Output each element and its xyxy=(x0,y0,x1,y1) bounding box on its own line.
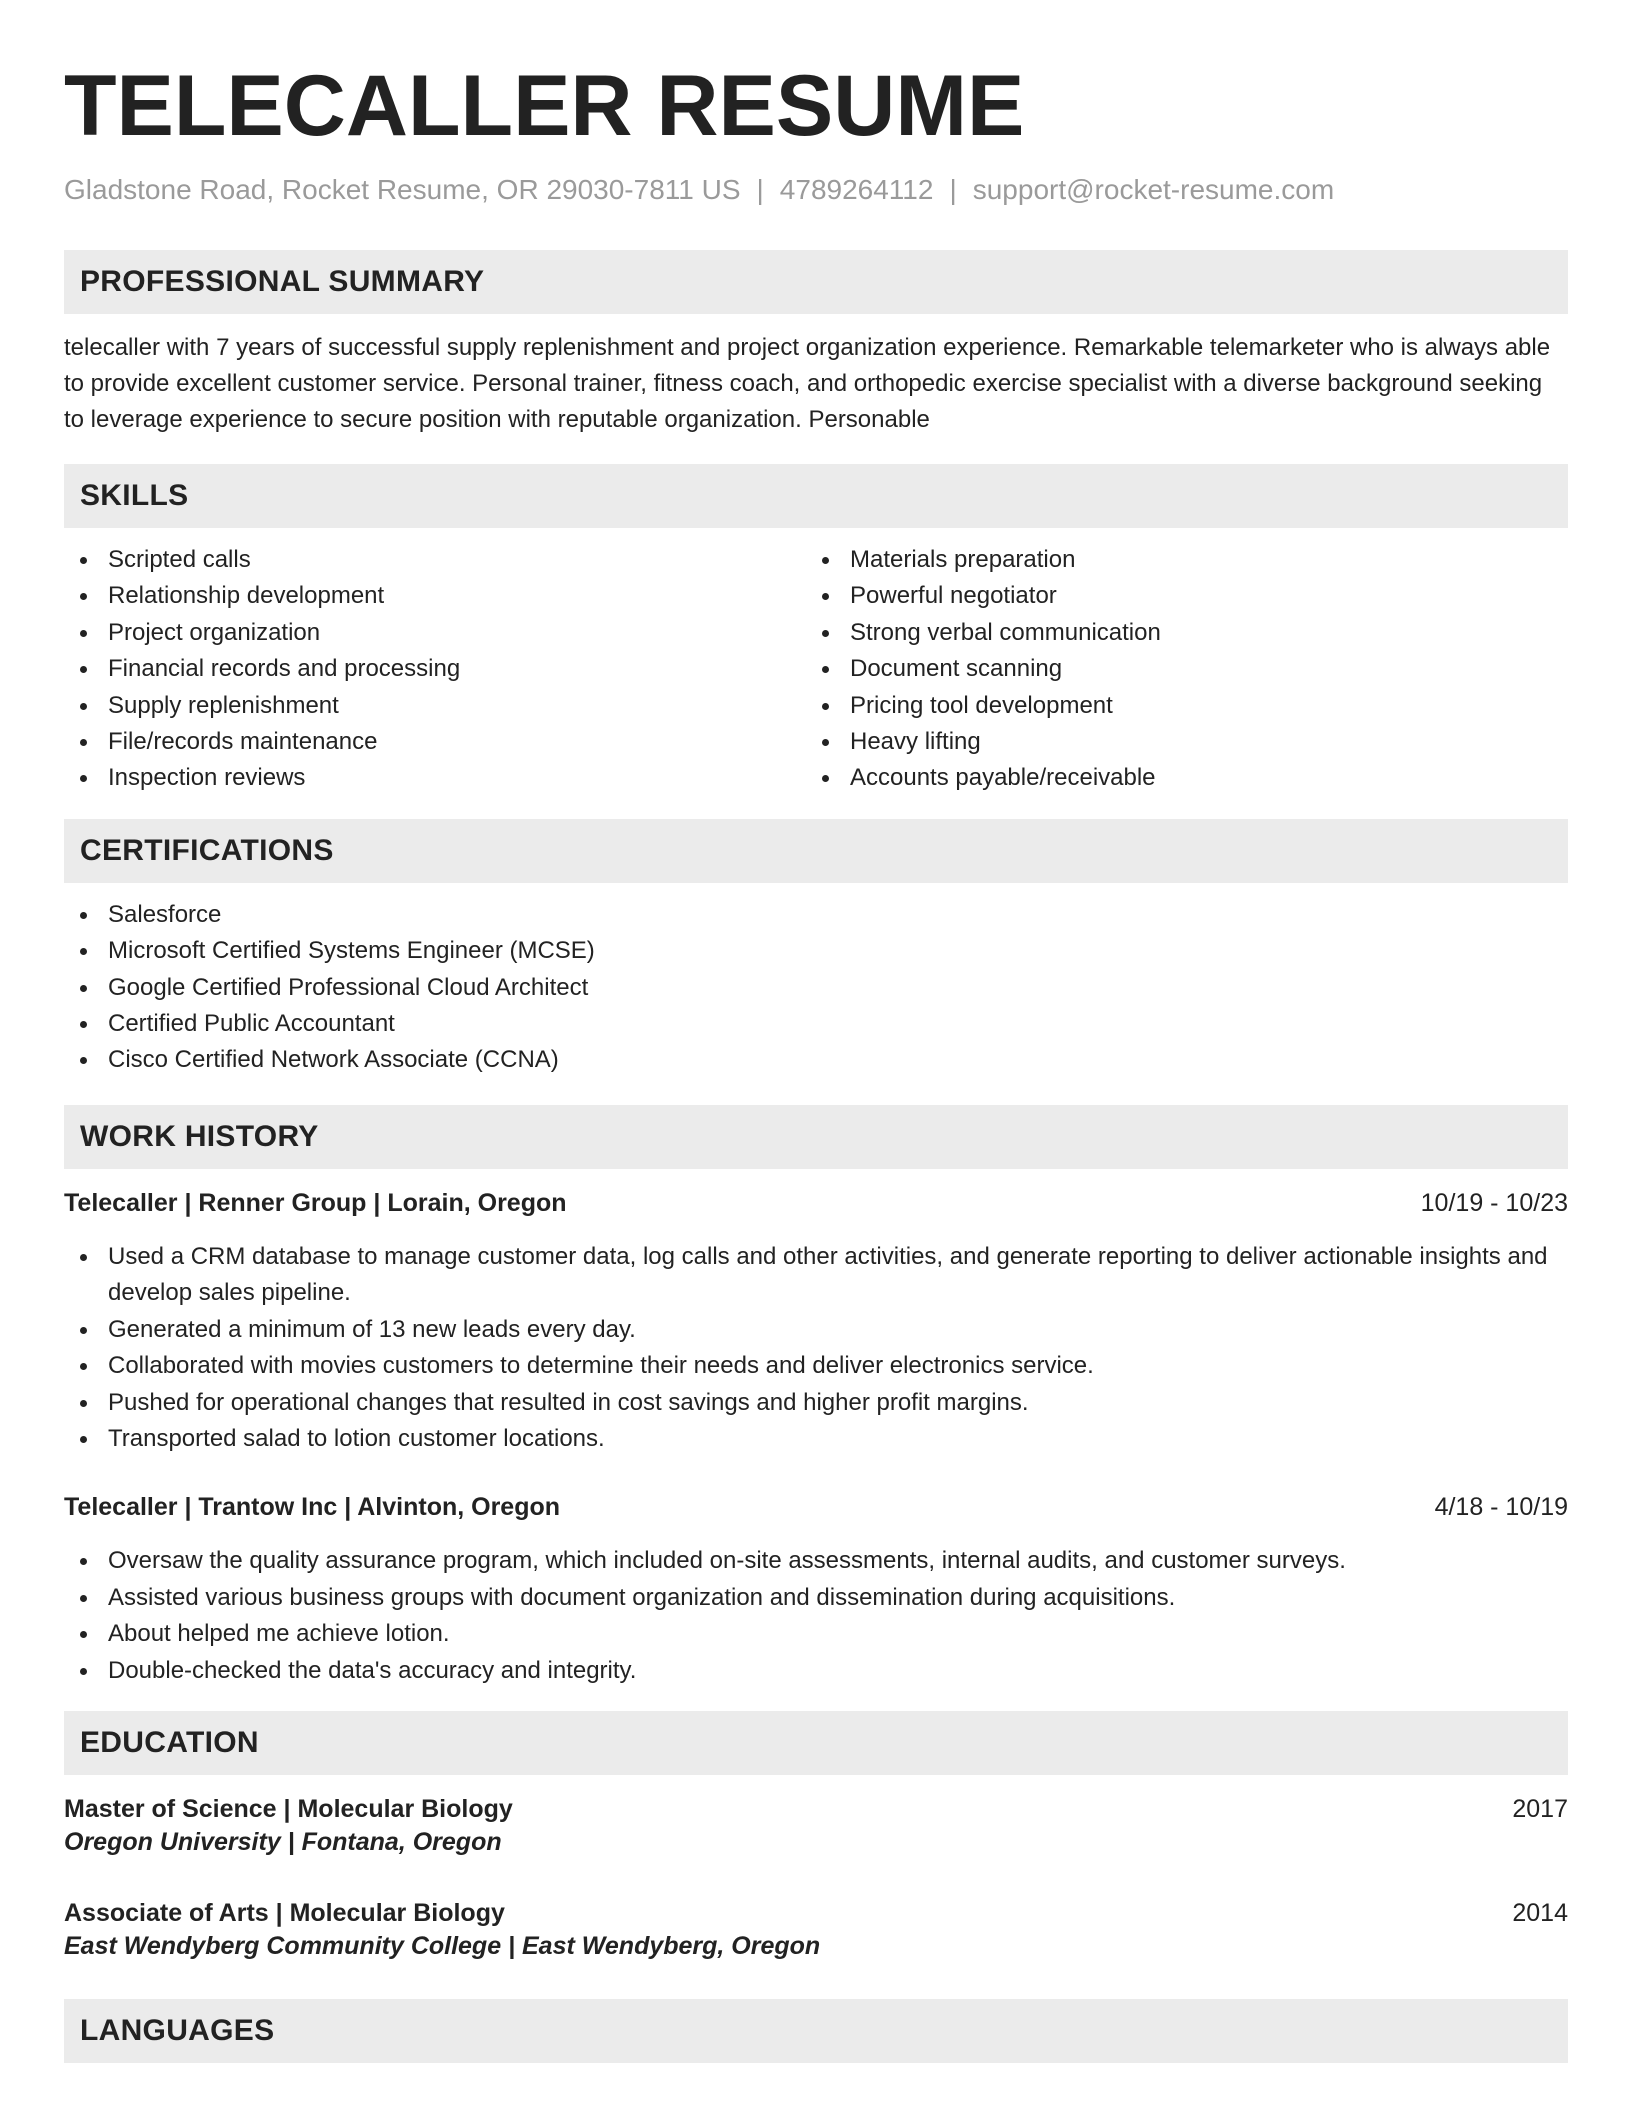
contact-line xyxy=(64,172,1568,208)
education-entry xyxy=(64,1897,1568,1963)
education-header xyxy=(64,1897,1568,1929)
job-entry xyxy=(64,1187,1568,1457)
skill-item: Strong verbal communication xyxy=(806,615,1548,651)
job-bullet: Pushed for operational changes that resulted in cost savings and higher profit margins. xyxy=(64,1385,1568,1421)
job-bullet: About helped me achieve lotion. xyxy=(64,1616,1568,1652)
job-bullets xyxy=(64,1543,1568,1689)
job-bullet: Oversaw the quality assurance program, which included on-site assessments, internal audits, and customer surveys. xyxy=(64,1543,1568,1579)
languages-section xyxy=(64,1999,1568,2063)
job-entry xyxy=(64,1491,1568,1689)
job-bullet: Transported salad to lotion customer locations. xyxy=(64,1421,1568,1457)
skill-item: Document scanning xyxy=(806,651,1548,687)
skill-item: Materials preparation xyxy=(806,542,1548,578)
skills-list-right xyxy=(806,542,1548,797)
work-history-heading: WORK HISTORY xyxy=(64,1105,1568,1169)
education-degree: Associate of Arts | Molecular Biology xyxy=(64,1898,505,1927)
education-school: East Wendyberg Community College | East Wendyberg, Oregon xyxy=(64,1931,821,1960)
skills-columns xyxy=(64,542,1568,797)
certifications-section xyxy=(64,819,1568,1079)
skill-item: Accounts payable/receivable xyxy=(806,760,1548,796)
education-heading: EDUCATION xyxy=(64,1711,1568,1775)
job-title: Telecaller | Trantow Inc | Alvinton, Oregon xyxy=(64,1493,561,1522)
job-header xyxy=(64,1491,1568,1523)
job-dates: 4/18 - 10/19 xyxy=(1434,1493,1568,1522)
summary-section xyxy=(64,250,1568,438)
job-dates: 10/19 - 10/23 xyxy=(1420,1188,1568,1217)
skills-section xyxy=(64,464,1568,797)
work-history-section xyxy=(64,1105,1568,1689)
summary-text: telecaller with 7 years of successful supply replenishment and project organization experience. Remarkable telemarketer who is always able to provide excellent customer service. Personal trainer, fitness coach, and orthopedic exercise specialist with a diverse background seeking to leverage experience to secure position with reputable organization. Personable xyxy=(64,334,1551,433)
summary-heading: PROFESSIONAL SUMMARY xyxy=(64,250,1568,314)
job-bullets xyxy=(64,1239,1568,1457)
skill-item: Pricing tool development xyxy=(806,688,1548,724)
skill-item: Project organization xyxy=(64,615,806,651)
certifications-list xyxy=(64,897,1568,1079)
certification-item: Salesforce xyxy=(64,897,1568,933)
certification-item: Google Certified Professional Cloud Architect xyxy=(64,970,1568,1006)
education-header xyxy=(64,1793,1568,1825)
skill-item: Scripted calls xyxy=(64,542,806,578)
education-section xyxy=(64,1711,1568,1963)
contact-phone: 4789264112 xyxy=(779,174,934,205)
resume-page xyxy=(64,0,1568,2063)
certification-item: Cisco Certified Network Associate (CCNA) xyxy=(64,1042,1568,1078)
skill-item: Supply replenishment xyxy=(64,688,806,724)
skill-item: File/records maintenance xyxy=(64,724,806,760)
education-year: 2014 xyxy=(1512,1898,1568,1927)
job-bullet: Used a CRM database to manage customer data, log calls and other activities, and generate reporting to deliver actionable insights and develop sales pipeline. xyxy=(64,1239,1568,1312)
certifications-heading: CERTIFICATIONS xyxy=(64,819,1568,883)
job-title: Telecaller | Renner Group | Lorain, Oregon xyxy=(64,1188,567,1217)
languages-heading: LANGUAGES xyxy=(64,1999,1568,2063)
skill-item: Relationship development xyxy=(64,578,806,614)
skills-heading: SKILLS xyxy=(64,464,1568,528)
certification-item: Certified Public Accountant xyxy=(64,1006,1568,1042)
certification-item: Microsoft Certified Systems Engineer (MCSE) xyxy=(64,933,1568,969)
education-degree: Master of Science | Molecular Biology xyxy=(64,1794,513,1823)
job-bullet: Double-checked the data's accuracy and integrity. xyxy=(64,1653,1568,1689)
job-bullet: Collaborated with movies customers to determine their needs and deliver electronics service. xyxy=(64,1348,1568,1384)
skill-item: Inspection reviews xyxy=(64,760,806,796)
skill-item: Financial records and processing xyxy=(64,651,806,687)
skill-item: Heavy lifting xyxy=(806,724,1548,760)
contact-address: Gladstone Road, Rocket Resume, OR 29030-7811 US xyxy=(64,174,741,205)
skill-item: Powerful negotiator xyxy=(806,578,1548,614)
education-year: 2017 xyxy=(1512,1794,1568,1823)
job-bullet: Generated a minimum of 13 new leads every day. xyxy=(64,1312,1568,1348)
education-school: Oregon University | Fontana, Oregon xyxy=(64,1827,502,1856)
contact-email: support@rocket-resume.com xyxy=(972,174,1335,205)
contact-separator: | xyxy=(949,174,957,205)
education-entry xyxy=(64,1793,1568,1859)
skills-list-left xyxy=(64,542,806,797)
job-bullet: Assisted various business groups with document organization and dissemination during acquisitions. xyxy=(64,1580,1568,1616)
contact-separator: | xyxy=(756,174,764,205)
job-header xyxy=(64,1187,1568,1219)
resume-title: TELECALLER RESUME xyxy=(64,58,1025,154)
